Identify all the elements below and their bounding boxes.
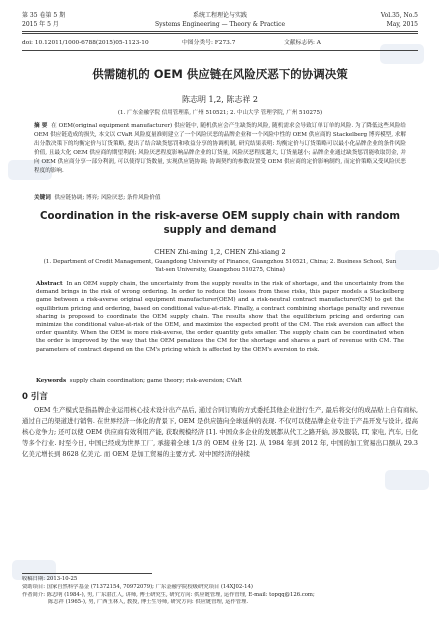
keywords-cn bbox=[34, 194, 406, 202]
running-header-line-1 bbox=[22, 12, 418, 20]
keywords-en-label: Keywords bbox=[36, 378, 67, 384]
footnote-rule bbox=[22, 573, 152, 574]
header-rule bbox=[22, 31, 418, 32]
abstract-en-text: In an OEM supply chain, the uncertainty from the supply results in the risk of shortage, and the uncertainty from the demand brings in the risk of wrong ordering. In order to reduce the losses from these risks, this paper models a Stackelberg game between a risk-averse original equipment manufacturer(OEM) and a risk-neutral contract manufacturer(CM) to get the equilibrium pricing and ordering, based on conditional value-at-risk. Finally, a contract combining shortage penalty and revenue sharing is proposed to coordinate the OEM supply chain. The results show that the equilibrium pricing and ordering can minimize the conditional value-at-risk of the OEM, and maximize the expected profit of the CM. The risk aversion can affect the order quantity. When the OEM is more risk-averse, the order quantity gets smaller. The supply chain can be coordinated when the order is improved by the way that the OEM penalizes the CM for the shortage and shares a part of revenue with CM. The parameters of contract depend on the CM's pricing which is affected by the OEM's aversion to risk. bbox=[36, 281, 404, 353]
header-rule bbox=[22, 33, 418, 34]
keywords-cn-label: 关键词 bbox=[34, 195, 51, 201]
date-cn: 2015 年 5 月 bbox=[22, 21, 59, 28]
keywords-en bbox=[36, 377, 404, 385]
abstract-cn-label: 摘 要 bbox=[34, 123, 48, 129]
keywords-cn-text: 供应链协调; 博弈; 风险厌恶; 条件风险价值 bbox=[54, 195, 161, 201]
section-heading: 0 引言 bbox=[22, 392, 48, 402]
affiliation-en: (1. Department of Credit Management, Guangdong University of Finance, Guangzhou 510521, China; 2. Business School, Sun Yat-sen University, Guangzhou 510275, China) bbox=[43, 259, 397, 273]
journal-name-cn: 系统工程理论与实践 bbox=[192, 12, 247, 19]
watermark-shape bbox=[380, 44, 424, 64]
running-header-line-2 bbox=[22, 21, 418, 29]
title-cn: 供需随机的 OEM 供应链在风险厌恶下的协调决策 bbox=[92, 67, 348, 81]
document-code: 文献标志码: A bbox=[284, 40, 321, 46]
abstract-en-label: Abstract bbox=[36, 281, 63, 287]
abstract-en bbox=[36, 280, 404, 354]
footnote-received: 收稿日期: 2013-10-25 bbox=[22, 576, 78, 582]
doi: doi: 10.12011/1000-6788(2015)05-1123-10 bbox=[22, 40, 149, 46]
keywords-en-text: supply chain coordination; game theory; risk-aversion; CVaR bbox=[69, 378, 242, 384]
date-en: May, 2015 bbox=[386, 21, 418, 28]
volume-en: Vol.35, No.5 bbox=[380, 12, 418, 19]
watermark-shape bbox=[385, 470, 429, 490]
authors-cn: 陈志明 1,2, 陈志祥 2 bbox=[182, 95, 258, 104]
abstract-cn-text: 在 OEM(original equipment manufacturer) 供应链中, 随机供应会产生缺货的风险, 随机需求会导致订单订单的风险. 为了降低这些风险给 OEM 供应链造成的损失, 本文以 CVaR 风险度量准则建立了一个风险厌恶的品牌企业和一个风险中性的 OEM 供应商的 Stackelberg 博弈模型, 求解出分散决策下的均衡定价与订货策略, 提出了结合缺货惩罚和收益分享的协调机制, 研究结果表明: 均衡定价与订货策略可以最小化品牌企业的条件风险价值, 且最大化 OEM 供应商的期望利润; 风险厌恶程度影响品牌企业的订货量, 风险厌恶程度越大, 订货量越小; 品牌企业通过缺货惩罚能收取罚金, 并向 OEM 供应商分享一部分利润, 可以使得订货数量, 实现供应链协调; 协调契约的参数设置受 OEM 供应商的定价影响制约, 而定价策略又受风险厌恶程度的影响. bbox=[34, 123, 407, 174]
footnote-author-2: 陈志祥 (1965-), 男, 广西玉林人, 教授, 博士生导师, 研究方向: 供应链管理, 运作管理. bbox=[48, 599, 249, 606]
footnotes bbox=[22, 576, 418, 607]
journal-name-en: Systems Engineering — Theory & Practice bbox=[154, 21, 286, 28]
authors-en: CHEN Zhi-ming 1,2, CHEN Zhi-xiang 2 bbox=[154, 248, 286, 256]
clc-number: 中图分类号: F273.7 bbox=[182, 40, 236, 46]
issue-cn: 第 35 卷第 5 期 bbox=[22, 12, 66, 19]
introduction-paragraph: OEM 生产模式是指品牌企业运用核心技术设计出产品后, 通过合同订购的方式委托其他企业进行生产, 最后将交付的成品贴上自有商标, 通过自己的渠道进行销售. 在世界经济一体化的背景下, OEM 是供应链向全球延伸的表现. 不仅可以使品牌企业专注于产品开发与设计, 提高核心竞争力; 还可以使 OEM 供应商有效利用产能, 获取规模经济 [1]. 中国众多企业的发展都从代工之路开始, 涉及服装, IT, 家电, 汽车, 日化等多个行业. 时至今日, 中国已经成为世界工厂, 承接着全球 1/3 的 OEM 业务 [2]. 从 1984 年到 2012 年, 中国的加工贸易出口额从 29.3 亿美元增长到 8628 亿美元. 而 OEM 是加工贸易的主要方式. 对中国经济的持续 bbox=[22, 406, 418, 458]
footnote-funding: 资助项目: 国家自然科学基金 (71372154, 70972079); 广东金融学院校级研究项目 (14XJ02-14) bbox=[22, 583, 253, 590]
title-en: Coordination in the risk-averse OEM supply chain with random supply and demand bbox=[40, 211, 400, 236]
ids-rule bbox=[22, 50, 418, 51]
abstract-cn bbox=[34, 122, 406, 176]
affiliation-cn: (1. 广东金融学院 信用管理系, 广州 510521; 2. 中山大学 管理学院, 广州 510275) bbox=[117, 110, 323, 116]
footnote-author-1: 作者简介: 陈志明 (1984-), 男, 广东湛江人, 讲师, 博士研究生, 研究方向: 供应链管理, 运作管理, E-mail: topqq@126.com; bbox=[22, 591, 315, 598]
article-identifiers bbox=[22, 39, 418, 47]
